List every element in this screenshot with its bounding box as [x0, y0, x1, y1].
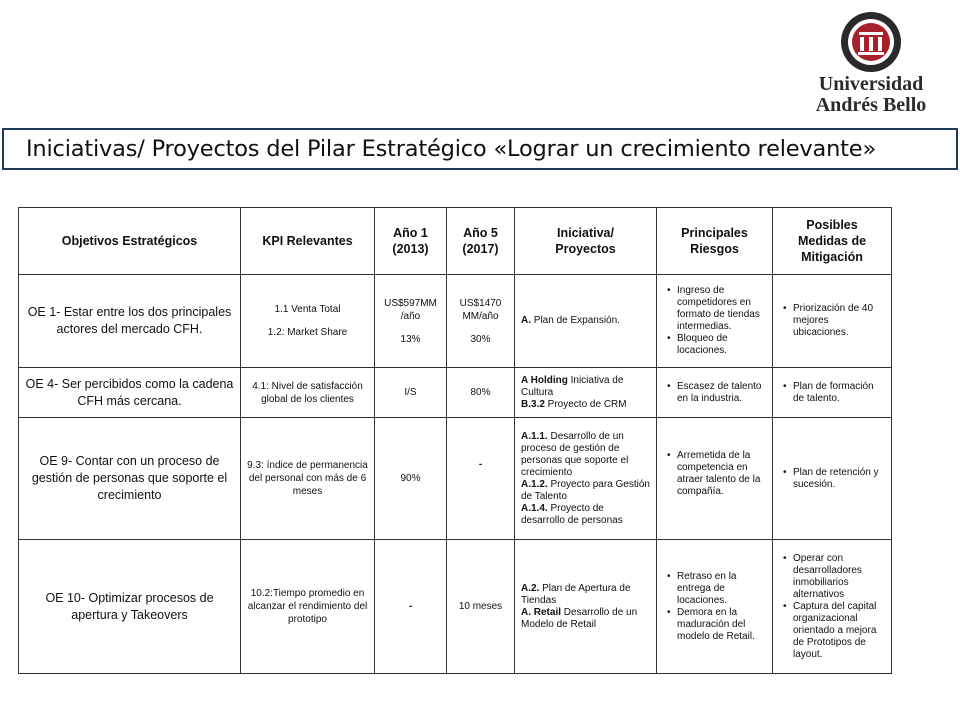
ano5-cell: 80% — [447, 368, 515, 418]
ano5-cell: 10 meses — [447, 540, 515, 674]
list-item: • Retraso en la entrega de locaciones. — [667, 571, 766, 607]
objetivo-cell: OE 10- Optimizar procesos de apertura y Takeovers — [19, 540, 241, 674]
list-item: • Plan de retención y sucesión. — [783, 467, 885, 491]
iniciativa-cell: A. Plan de Expansión. — [515, 275, 657, 368]
medidas-cell — [773, 418, 892, 540]
list-item: • Arremetida de la competencia en atraer talento de la compañía. — [667, 450, 766, 498]
header-kpi: KPI Relevantes — [241, 208, 375, 275]
objetivo-cell: OE 4- Ser percibidos como la cadena CFH más cercana. — [19, 368, 241, 418]
logo-line2: Andrés Bello — [815, 94, 927, 116]
header-ano1: Año 1 (2013) — [375, 208, 447, 275]
iniciativa-cell: A Holding Iniciativa de Cultura B.3.2 Proyecto de CRM — [515, 368, 657, 418]
riesgos-cell — [657, 418, 773, 540]
list-item: • Ingreso de competidores en formato de tiendas intermedias. — [667, 285, 766, 333]
header-objetivos: Objetivos Estratégicos — [19, 208, 241, 275]
medidas-cell — [773, 368, 892, 418]
ano1-cell: - — [375, 540, 447, 674]
kpi-cell: 9.3: índice de permanencia del personal con más de 6 meses — [241, 418, 375, 540]
kpi-cell: 1.1 Venta Total 1.2: Market Share — [241, 275, 375, 368]
logo-line1: Universidad — [818, 73, 924, 95]
ano1-cell: I/S — [375, 368, 447, 418]
university-logo — [812, 10, 930, 122]
iniciativa-cell: A.2. Plan de Apertura de Tiendas A. Retail Desarrollo de un Modelo de Retail — [515, 540, 657, 674]
medidas-cell — [773, 540, 892, 674]
table-header-row — [19, 208, 892, 275]
table-row — [19, 540, 892, 674]
list-item: • Operar con desarrolladores inmobiliarios alternativos — [783, 553, 885, 601]
iniciativa-cell: A.1.1. Desarrollo de un proceso de gestión de personas que soporte el crecimiento A.1.2. Proyecto para Gestión de Talento A.1.4. Proyecto de desarrollo de personas — [515, 418, 657, 540]
list-item: • Demora en la maduración del modelo de Retail. — [667, 607, 766, 643]
table-row — [19, 418, 892, 540]
header-iniciativa: Iniciativa/ Proyectos — [515, 208, 657, 275]
university-name — [812, 74, 930, 116]
riesgos-cell — [657, 368, 773, 418]
list-item: • Plan de formación de talento. — [783, 381, 885, 405]
list-item: • Priorización de 40 mejores ubicaciones. — [783, 303, 885, 339]
list-item: • Captura del capital organizacional orientado a mejora de Prototipos de layout. — [783, 601, 885, 661]
kpi-cell: 4.1: Nivel de satisfacción global de los clientes — [241, 368, 375, 418]
header-medidas: Posibles Medidas de Mitigación — [773, 208, 892, 275]
title-bar — [2, 128, 958, 170]
riesgos-cell — [657, 540, 773, 674]
table-row — [19, 368, 892, 418]
page-title: Iniciativas/ Proyectos del Pilar Estratégico «Lograr un crecimiento relevante» — [26, 136, 877, 162]
medidas-cell — [773, 275, 892, 368]
list-item: • Bloqueo de locaciones. — [667, 333, 766, 357]
objetivo-cell: OE 1- Estar entre los dos principales actores del mercado CFH. — [19, 275, 241, 368]
ano5-cell: - — [447, 418, 515, 540]
ano1-cell: US$597MM /año 13% — [375, 275, 447, 368]
list-item: • Escasez de talento en la industria. — [667, 381, 766, 405]
table-row — [19, 275, 892, 368]
riesgos-cell — [657, 275, 773, 368]
header-ano5: Año 5 (2017) — [447, 208, 515, 275]
header-riesgos: Principales Riesgos — [657, 208, 773, 275]
objetivo-cell: OE 9- Contar con un proceso de gestión de personas que soporte el crecimiento — [19, 418, 241, 540]
ano1-cell: 90% — [375, 418, 447, 540]
kpi-cell: 10.2:Tiempo promedio en alcanzar el rendimiento del prototipo — [241, 540, 375, 674]
ano5-cell: US$1470 MM/año 30% — [447, 275, 515, 368]
university-seal-icon — [839, 10, 903, 74]
initiatives-table — [18, 207, 892, 674]
